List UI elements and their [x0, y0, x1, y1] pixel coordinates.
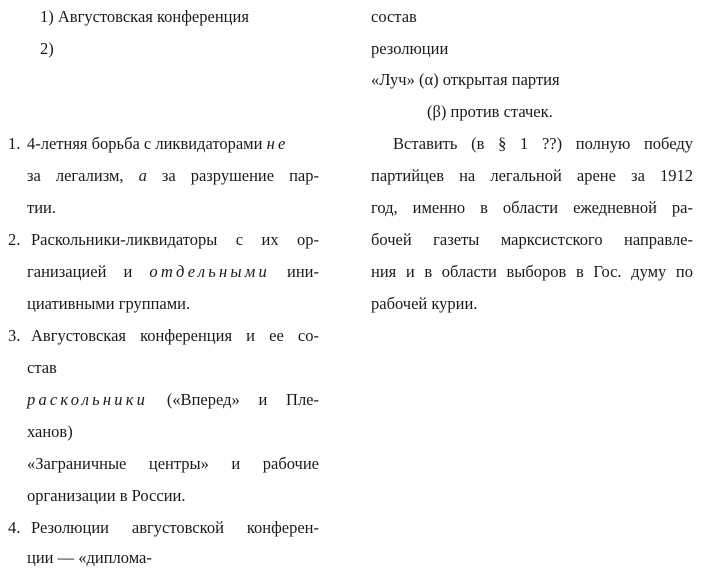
list-item-1-text-2: за легализм, — [27, 166, 124, 185]
list-item-2-text: ганизацией и — [27, 262, 133, 281]
list-item-1-text-3: за разрушение пар- — [161, 166, 319, 185]
list-item-1-line-3: тии. — [27, 198, 56, 217]
list-item-3-line-3 — [27, 390, 319, 410]
right-line-3: «Луч» (α) открытая партия — [371, 70, 560, 89]
list-item-3-line-6: организации в России. — [27, 486, 186, 505]
list-item-3-emphasis: раскольники — [27, 390, 149, 409]
list-item-4-line-2: ции — «диплома- — [27, 548, 152, 567]
list-item-1-text: 4-летняя борьба с ликвидаторами — [27, 134, 263, 153]
list-item-3-line-1: Августовская конференция и ее со- — [31, 326, 319, 345]
list-item-3-text: («Вперед» и Пле- — [166, 390, 320, 409]
list-number-3: 3. — [8, 326, 21, 345]
list-item-4-line-1: Резолюции августовской конферен- — [31, 518, 319, 537]
list-item-2-text-2: ини- — [287, 262, 319, 281]
right-line-2: резолюции — [371, 39, 449, 58]
list-item-3-line-5: «Заграничные центры» и рабочие — [27, 454, 319, 473]
right-line-4: (β) против стачек. — [427, 102, 553, 121]
paragraph-line-1: Вставить (в § 1 ??) полную победу — [393, 134, 693, 153]
paragraph-line-5: ния и в области выборов в Гос. думу по — [371, 262, 693, 281]
list-item-3-line-2: став — [27, 358, 57, 377]
list-number-1: 1. — [8, 134, 21, 153]
list-number-4: 4. — [8, 518, 21, 537]
paragraph-line-4: бочей газеты марксистского направле- — [371, 230, 693, 249]
list-item-1-line-2 — [27, 166, 319, 186]
list-item-1-italic-a: а — [138, 166, 147, 185]
paragraph-line-3: год, именно в области ежедневной ра- — [371, 198, 693, 217]
list-item-2-line-1: Раскольники-ликвидаторы с их ор- — [31, 230, 319, 249]
list-item-1-emphasis: не — [266, 134, 289, 153]
list-item-2-line-3: циативными группами. — [27, 294, 191, 313]
paragraph-line-6: рабочей курии. — [371, 294, 478, 313]
list-item-2-line-2 — [27, 262, 319, 282]
paragraph-line-2: партийцев на легальной арене за 1912 — [371, 166, 693, 185]
list-number-2: 2. — [8, 230, 21, 249]
top-item-1: 1) Августовская конференция — [40, 7, 249, 26]
right-line-1: состав — [371, 7, 417, 26]
list-item-1-line-1 — [27, 134, 289, 154]
list-item-2-emphasis: отдельными — [149, 262, 270, 281]
list-item-3-line-4: ханов) — [27, 422, 73, 441]
top-item-2: 2) — [40, 39, 54, 58]
